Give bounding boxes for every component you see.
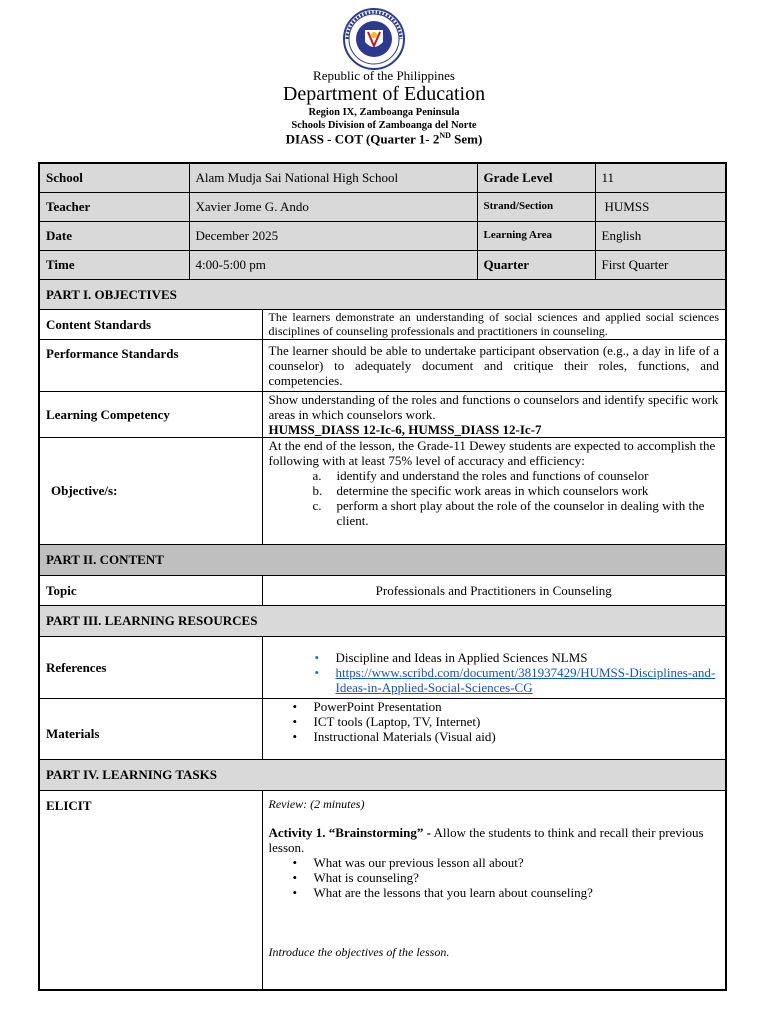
objective-marker: a. [312,467,322,483]
objective-item [269,468,720,483]
grade-value: 11 [595,163,726,192]
activity-title: Activity 1. “Brainstorming” - [268,824,431,840]
question-item: • What are the lessons that you learn about counseling? [269,885,720,900]
part2-title: PART II. CONTENT [39,544,726,575]
activity-description: Allow the students to think and recall their previous lesson. [268,824,704,855]
part2-header-row [39,544,726,575]
material-item: • ICT tools (Laptop, TV, Internet) [269,714,720,729]
school-row [39,163,726,192]
elicit-row [39,790,726,990]
part3-header-row [39,605,726,636]
objective-text: determine the specific work areas in which counselors work [336,482,649,498]
question-item: • What was our previous lesson all about? [269,855,720,870]
learning-competency-cell [262,391,726,437]
material-item: • Instructional Materials (Visual aid) [269,729,720,744]
objective-item [269,498,720,528]
republic-line: Republic of the Philippines [313,68,455,83]
date-value: December 2025 [189,221,477,250]
topic-value: Professionals and Practitioners in Counseling [262,575,726,605]
references-row [39,636,726,698]
questions-list [269,855,720,900]
quarter-value: First Quarter [595,250,726,279]
objective-marker: b. [312,482,323,498]
materials-cell [262,698,726,759]
objective-text: identify and understand the roles and functions of counselor [336,467,649,483]
part4-header-row [39,759,726,790]
doc-title-main: DIASS - COT (Quarter 1- 2 [285,131,440,147]
learning-competency-label: Learning Competency [39,391,262,437]
topic-row [39,575,726,605]
performance-standards-label: Performance Standards [39,339,262,391]
objective-item [269,483,720,498]
teacher-value: Xavier Jome G. Ando [189,192,477,221]
deped-seal-icon [338,8,410,70]
school-value: Alam Mudja Sai National High School [189,163,477,192]
introduce-objectives-text: Introduce the objectives of the lesson. [268,944,450,959]
references-label: References [39,636,262,698]
competency-code: HUMSS_DIASS 12-Ic-6, HUMSS_DIASS 12-Ic-7 [268,421,542,437]
time-label: Time [39,250,189,279]
document-title [0,131,768,147]
part1-header-row [39,279,726,309]
part3-title: PART III. LEARNING RESOURCES [39,605,726,636]
question-item: • What is counseling? [269,870,720,885]
date-label: Date [39,221,189,250]
region-line: Region IX, Zamboanga Peninsula [308,107,460,118]
activity-text [269,825,720,855]
references-list [269,650,720,695]
material-item: • PowerPoint Presentation [269,699,720,714]
objectives-cell [262,437,726,544]
content-standards-label: Content Standards [39,309,262,339]
strand-value: HUMSS [595,192,726,221]
teacher-row [39,192,726,221]
materials-list [269,699,720,744]
content-standards-row [39,309,726,339]
quarter-label: Quarter [477,250,595,279]
strand-label: Strand/Section [477,192,595,221]
area-value: English [595,221,726,250]
time-value: 4:00-5:00 pm [189,250,477,279]
materials-label: Materials [39,698,262,759]
deped-seal [338,8,410,70]
objective-marker: c. [312,497,322,513]
topic-label: Topic [39,575,262,605]
performance-standards-text: The learner should be able to undertake participant observation (e.g., a day in life of a counselor) to adequately document and critique their roles, functions, and competencies. [262,339,726,391]
grade-label: Grade Level [477,163,595,192]
area-label: Learning Area [477,221,595,250]
objectives-row [39,437,726,544]
elicit-label: ELICIT [39,790,262,990]
performance-standards-row [39,339,726,391]
content-standards-text: The learners demonstrate an understanding of social sciences and applied social sciences disciplines of counseling professionals and practitioners in counseling. [262,309,726,339]
doc-title-end: Sem) [450,131,483,147]
objectives-label: Objective/s: [39,437,262,544]
objectives-intro: At the end of the lesson, the Grade-11 Dewey students are expected to accomplish the following with at least 75% level of accuracy and efficiency: [268,437,716,468]
reference-item [291,665,720,695]
lesson-plan-table [38,162,727,991]
date-row [39,221,726,250]
teacher-label: Teacher [39,192,189,221]
elicit-cell [262,790,726,990]
learning-competency-text: Show understanding of the roles and functions o counselors and identify specific work areas in which counselors work. [268,391,719,422]
part4-title: PART IV. LEARNING TASKS [39,759,726,790]
learning-competency-row [39,391,726,437]
reference-link[interactable]: https://www.scribd.com/document/381937429/HUMSS-Disciplines-and-Ideas-in-Applied-Social-Sciences-CG [335,664,716,695]
time-row [39,250,726,279]
objective-text: perform a short play about the role of the counselor in dealing with the client. [336,497,705,528]
school-label: School [39,163,189,192]
division-line: Schools Division of Zamboanga del Norte [291,120,477,131]
review-text: Review: (2 minutes) [268,796,365,811]
objectives-list [269,468,720,528]
materials-row [39,698,726,759]
department-title: Department of Education [282,83,486,105]
doc-title-sup: ND [439,131,451,140]
part1-title: PART I. OBJECTIVES [39,279,726,309]
reference-item: • Discipline and Ideas in Applied Sciences NLMS [291,650,720,665]
references-cell [262,636,726,698]
